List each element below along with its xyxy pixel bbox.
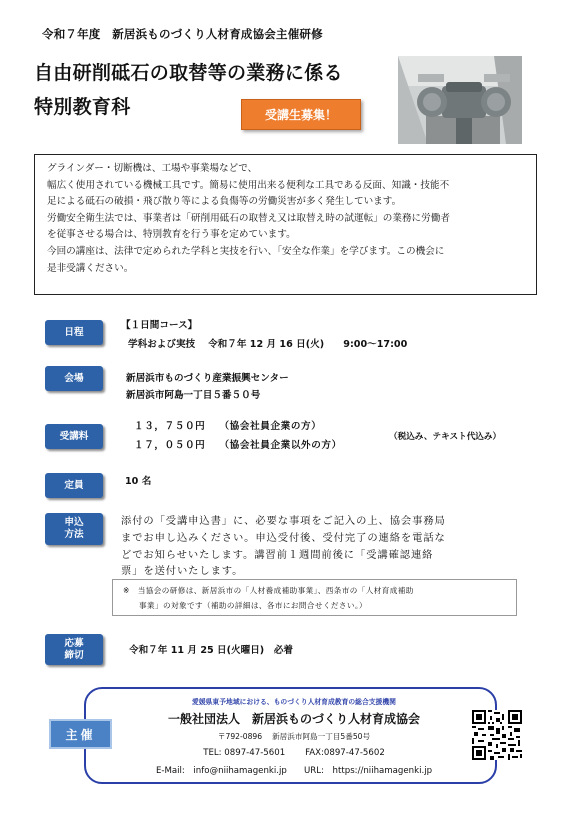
sponsor-tagline: 愛媛県東予地域における、ものづくり人材育成教育の総合支援機関: [192, 698, 396, 706]
schedule-detail: 学科および実技 令和７年 12 月 16 日(火) 9:00～17:00: [128, 339, 408, 350]
sponsor-address: 〒792-0896 新居浜市阿島一丁目5番50号: [217, 732, 371, 741]
apply-label-line1: 申込: [64, 517, 84, 528]
sponsor-email-url: E-Mail: info@niihamagenki.jp URL: https://niihamagenki.jp: [155, 766, 433, 776]
capacity-label: 定員: [45, 473, 103, 498]
header-note: 令和７年度 新居浜ものづくり人材育成協会主催研修: [42, 27, 323, 41]
intro-line: 幅広く使用されている機械工具です。簡易に使用出来る便利な工具である反面、知識・技能不: [47, 179, 450, 191]
apply-line: までお申し込みください。申込受付後、受付完了の連絡を電話な: [121, 531, 446, 544]
apply-label: [45, 513, 103, 545]
qr-code-icon[interactable]: [472, 710, 522, 760]
fee-label: 受講料: [45, 424, 103, 449]
intro-line: 足による砥石の破損・飛び散り等による負傷等の労働災害が多く発生しています。: [47, 196, 402, 208]
grinder-photo-image: [398, 56, 522, 144]
intro-line: グラインダー・切断機は、工場や事業場などで、: [47, 163, 258, 174]
apply-label-line2: 方法: [64, 529, 84, 540]
venue-name: 新居浜市ものづくり産業振興センター: [126, 373, 289, 384]
sponsor-phone-fax: TEL: 0897-47-5601 FAX:0897-47-5602: [203, 748, 385, 758]
intro-line: 今回の講座は、法律で定められた学科と実技を行い、「安全な作業」を学びます。この機会に: [47, 245, 445, 257]
deadline-label: [45, 634, 103, 665]
fee-note: （税込み、テキスト代込み）: [389, 432, 502, 442]
apply-line: 添付の「受講申込書」に、必要な事項をご記入の上、協会事務局: [121, 515, 446, 527]
sponsor-name: 一般社団法人 新居浜ものづくり人材育成協会: [167, 712, 420, 726]
venue-label: 会場: [45, 366, 103, 391]
apply-instructions: [121, 513, 496, 580]
subsidy-note-line: 事業」の対象です（補助の詳細は、各市にお問合せください。）: [123, 601, 368, 610]
intro-line: 是非受講ください。: [47, 262, 134, 274]
schedule-course: 【１日間コース】: [121, 320, 198, 331]
venue-address: 新居浜市阿島一丁目５番５０号: [126, 390, 261, 401]
subsidy-note-line: ※ 当協会の研修は、新居浜市の「人材養成補助事業」、西条市の「人材育成補助: [123, 586, 414, 595]
page-title-line1: 自由研削砥石の取替等の業務に係る: [34, 62, 343, 84]
qr-code-graphic: [472, 710, 522, 760]
recruitment-badge: 受講生募集！: [241, 99, 361, 130]
deadline-label-line2: 締切: [64, 649, 84, 661]
apply-line: どでお知らせいたします。講習前１週間前後に「受講確認連絡: [121, 548, 434, 561]
deadline-label-line1: 応募: [64, 637, 84, 649]
grinder-photo: [398, 56, 522, 144]
fee-nonmember: １７，０５０円 （協会社員企業以外の方）: [134, 440, 342, 451]
page-title-line2: 特別教育科: [34, 96, 131, 118]
fee-member: １３，７５０円 （協会社員企業の方）: [134, 421, 322, 432]
intro-box: [34, 154, 537, 295]
apply-line: 票」を送付いたします。: [121, 565, 244, 578]
intro-line: 労働安全衛生法では、事業者は「研削用砥石の取替え又は取替え時の試運転」の業務に労働者: [47, 212, 450, 224]
sponsor-label: 主催: [49, 719, 112, 749]
subsidy-note-box: [112, 579, 517, 616]
capacity-value: 10 名: [125, 476, 152, 487]
schedule-label: 日程: [45, 320, 103, 345]
intro-line: を従事させる場合は、特別教育を行う事を定めています。: [47, 229, 296, 241]
deadline-value: 令和７年 11 月 25 日(火曜日) 必着: [129, 645, 293, 656]
